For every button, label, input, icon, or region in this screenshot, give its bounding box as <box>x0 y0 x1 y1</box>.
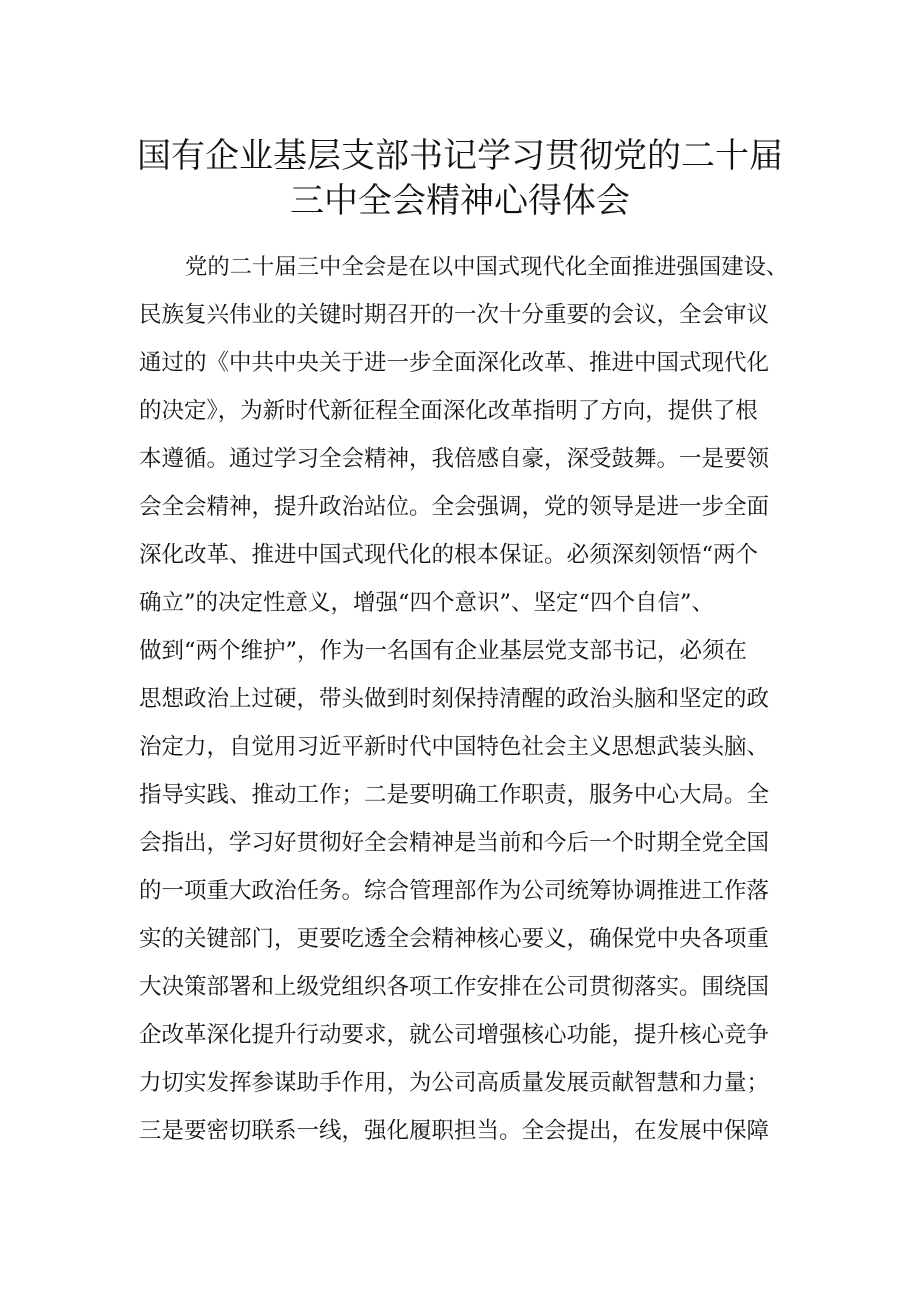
body-line: 思想政治上过硬，带头做到时刻保持清醒的政治头脑和坚定的政 <box>139 686 770 712</box>
document-body <box>139 243 789 1155</box>
body-line: 深化改革、推进中国式现代化的根本保证。必须深刻领悟“两个 <box>139 542 759 568</box>
body-line: 实的关键部门，更要吃透全会精神核心要义，确保党中央各项重 <box>139 926 770 952</box>
body-line: 民族复兴伟业的关键时期召开的一次十分重要的会议，全会审议 <box>139 302 770 328</box>
body-line: 会全会精神，提升政治站位。全会强调，党的领导是进一步全面 <box>139 494 770 520</box>
body-line: 的决定》，为新时代新征程全面深化改革指明了方向，提供了根 <box>139 398 758 424</box>
document-title-line-2: 三中全会精神心得体会 <box>290 181 630 221</box>
body-line: 做到“两个维护”，作为一名国有企业基层党支部书记，必须在 <box>139 638 748 664</box>
body-line: 会指出，学习好贯彻好全会精神是当前和今后一个时期全党全国 <box>139 830 770 856</box>
body-line: 三是要密切联系一线，强化履职担当。全会提出，在发展中保障 <box>139 1118 770 1144</box>
body-line: 本遵循。通过学习全会精神，我倍感自豪，深受鼓舞。一是要领 <box>139 446 770 472</box>
body-line: 通过的《中共中央关于进一步全面深化改革、推进中国式现代化 <box>139 350 770 376</box>
document-title-line-1: 国有企业基层支部书记学习贯彻党的二十届 <box>137 136 783 176</box>
body-line: 大决策部署和上级党组织各项工作安排在公司贯彻落实。围绕国 <box>139 974 770 1000</box>
body-line: 治定力，自觉用习近平新时代中国特色社会主义思想武装头脑、 <box>139 734 770 760</box>
body-line: 确立”的决定性意义，增强“四个意识”、坚定“四个自信”、 <box>139 590 715 616</box>
body-line: 指导实践、推动工作；二是要明确工作职责，服务中心大局。全 <box>139 782 770 808</box>
body-line: 的一项重大政治任务。综合管理部作为公司统筹协调推进工作落 <box>139 878 770 904</box>
body-line: 企改革深化提升行动要求，就公司增强核心功能，提升核心竞争 <box>139 1022 770 1048</box>
body-line: 力切实发挥参谋助手作用，为公司高质量发展贡献智慧和力量； <box>139 1070 770 1096</box>
body-line: 党的二十届三中全会是在以中国式现代化全面推进强国建设、 <box>185 254 789 280</box>
